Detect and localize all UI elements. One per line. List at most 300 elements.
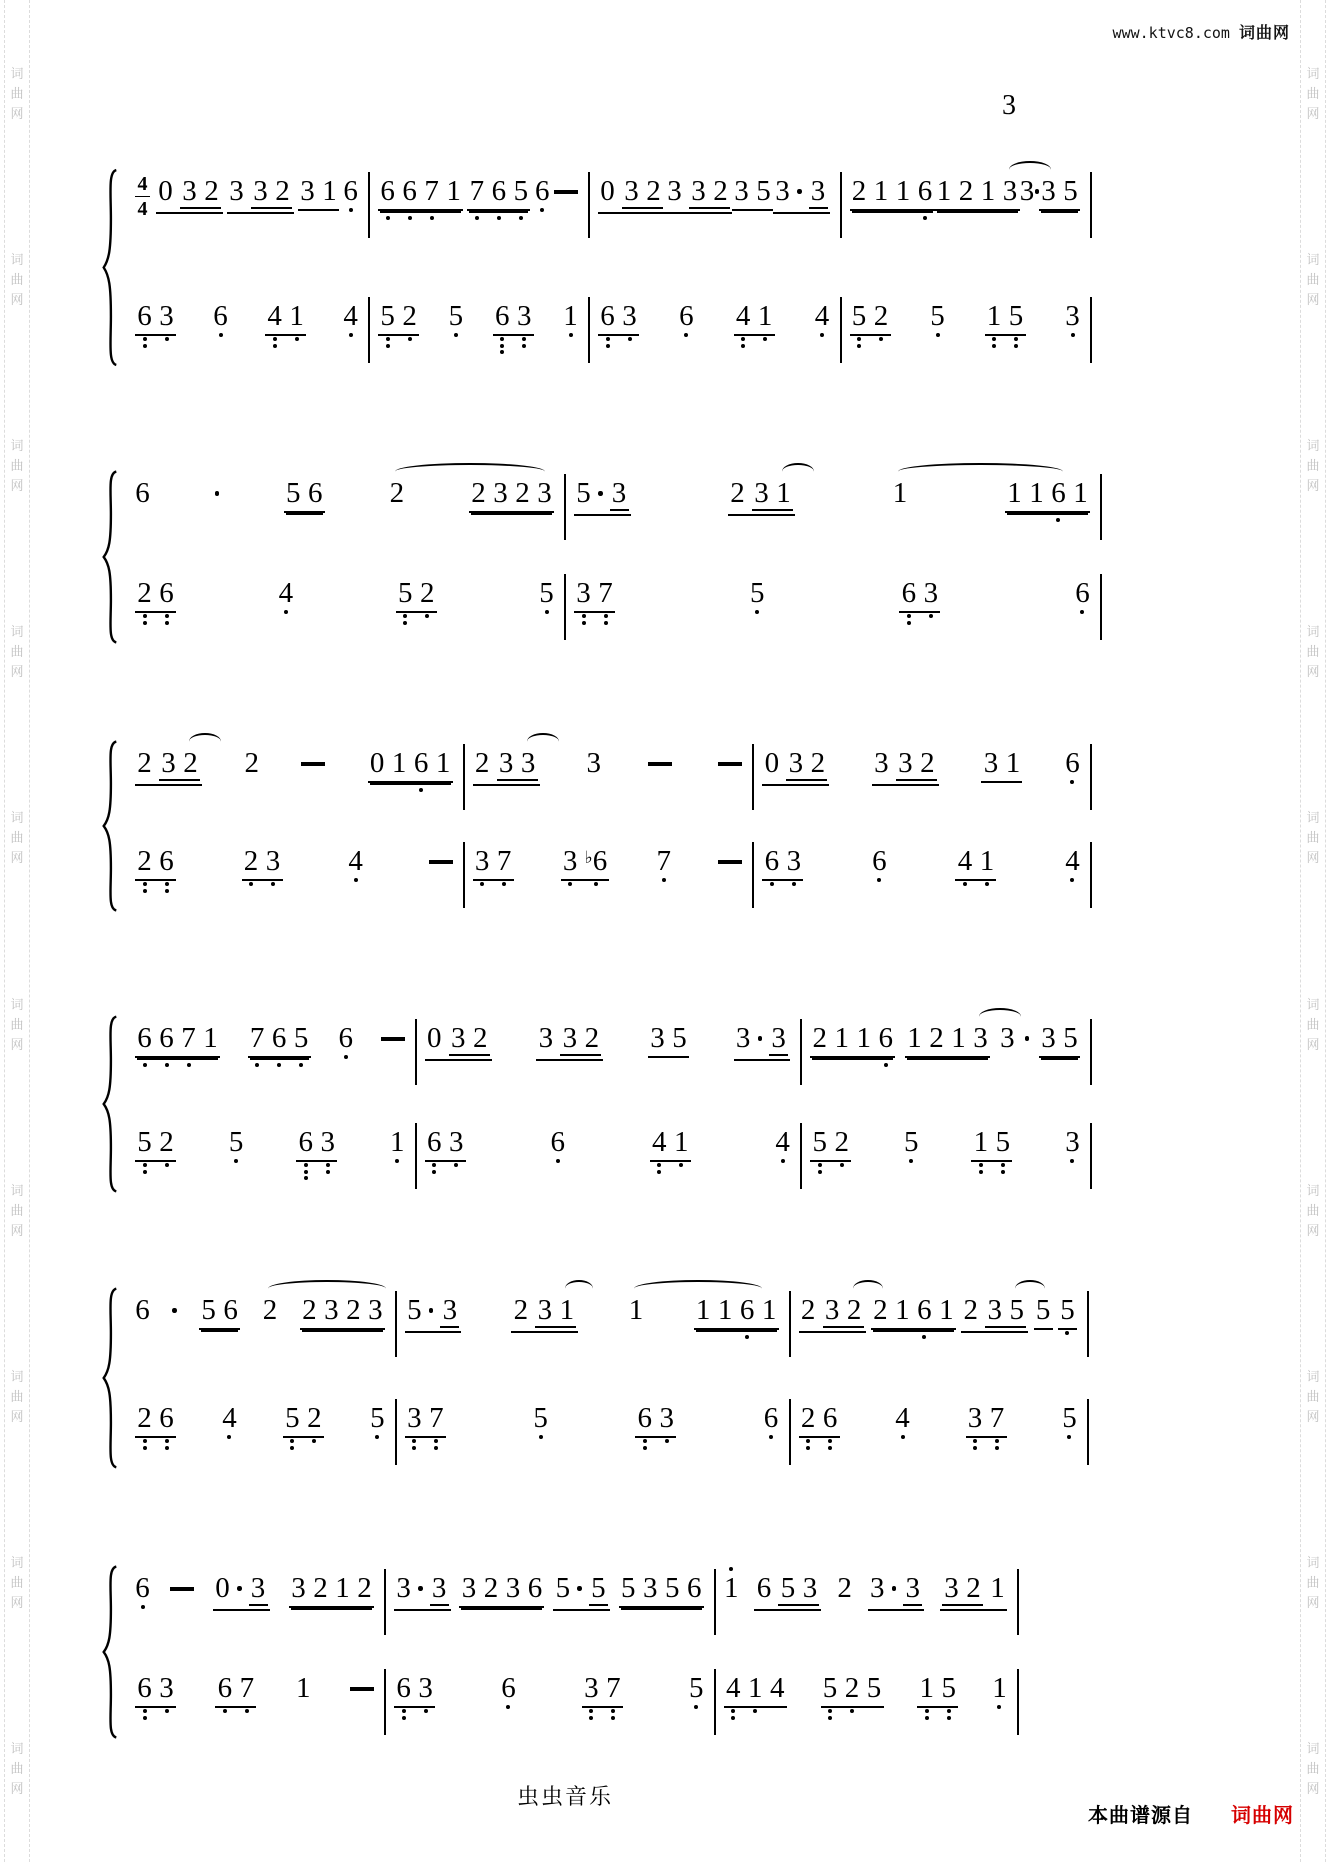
beam-group — [249, 1573, 268, 1606]
octave-dot — [219, 333, 223, 337]
octave-dots-below — [1080, 610, 1084, 614]
system-2 — [128, 478, 1103, 640]
watermark-characters: 词 曲 网 — [1306, 65, 1320, 121]
octave-dots-below — [349, 333, 353, 337]
octave-dot — [480, 882, 484, 886]
note: 5 — [591, 1572, 606, 1604]
note: 6 — [535, 176, 550, 206]
octave-dot — [497, 216, 501, 220]
note: 2 — [837, 1572, 852, 1604]
octave-dot — [1065, 1331, 1069, 1335]
beam-group — [981, 748, 1022, 783]
octave-dot — [628, 337, 632, 341]
beam-group — [823, 1295, 864, 1328]
note: 6 — [901, 578, 916, 608]
note: 1 — [892, 478, 907, 508]
octave-dots-below — [545, 610, 549, 614]
barline — [1090, 172, 1092, 238]
barline — [1087, 1291, 1089, 1357]
octave-dot — [143, 1163, 147, 1167]
note: 3 — [786, 846, 801, 876]
octave-dots-below — [806, 1439, 810, 1450]
note: 3 — [923, 578, 938, 608]
note: 6 — [308, 477, 323, 509]
octave-dot — [430, 216, 434, 220]
bass-measure — [418, 1127, 800, 1189]
octave-dot — [1014, 344, 1018, 348]
octave-dot — [907, 614, 911, 618]
octave-dots-below — [963, 882, 967, 886]
beam-group — [497, 748, 538, 781]
beam-group — [942, 1573, 983, 1606]
note: 6 — [272, 1023, 287, 1053]
octave-dot — [354, 878, 358, 882]
octave-dots-below — [850, 1709, 854, 1713]
octave-dot — [763, 337, 767, 341]
octave-dot — [770, 882, 774, 886]
melody-measure — [567, 478, 1100, 578]
octave-dot — [909, 1159, 913, 1163]
note: 6 — [159, 1023, 174, 1053]
note: 5 — [995, 1127, 1010, 1157]
barline — [1100, 574, 1102, 640]
octave-dot — [818, 1163, 822, 1167]
octave-dots-below — [1014, 337, 1018, 348]
beam-group — [694, 1295, 779, 1330]
octave-dot — [741, 344, 745, 348]
barline — [1017, 1569, 1019, 1635]
melody-measure — [128, 173, 368, 301]
octave-dots-below — [828, 1709, 832, 1720]
octave-dots-below — [475, 216, 479, 220]
note: 3 — [691, 175, 706, 207]
octave-dots-below — [820, 333, 824, 337]
bass-measure — [128, 578, 564, 640]
octave-dots-below — [1001, 1163, 1005, 1174]
note: 5 — [448, 301, 463, 331]
melody-measure — [128, 1023, 415, 1127]
octave-dot — [1014, 337, 1018, 341]
melody-measure — [843, 176, 1091, 301]
flat-icon: ♭ — [584, 848, 593, 867]
barline — [564, 474, 566, 540]
note: 6 — [495, 301, 510, 331]
melody-measure — [128, 748, 463, 846]
octave-dot — [454, 333, 458, 337]
barline — [564, 574, 566, 640]
octave-dots-below — [143, 1163, 147, 1174]
beam-group — [966, 1403, 1007, 1438]
note: 5 — [1060, 1295, 1075, 1325]
octave-dot — [995, 1439, 999, 1443]
note: 5 — [576, 477, 591, 509]
beam-group — [589, 1573, 608, 1606]
octave-dots-below — [594, 882, 598, 886]
note: 7 — [239, 1673, 254, 1703]
note: 1 — [322, 175, 337, 207]
octave-dots-below — [497, 216, 501, 220]
octave-dots-below — [539, 1435, 543, 1439]
system-grid — [128, 1295, 1090, 1465]
beam-group — [1039, 1023, 1080, 1058]
octave-dot — [402, 1709, 406, 1713]
note: 6 — [343, 176, 358, 206]
beam-group — [394, 1573, 451, 1611]
note: 6 — [137, 301, 152, 331]
beam-group — [135, 301, 176, 336]
beam-group — [459, 1573, 544, 1608]
octave-dot — [947, 1716, 951, 1720]
beam-group — [135, 846, 176, 881]
barline — [463, 842, 465, 908]
watermark-characters: 词 曲 网 — [1306, 810, 1320, 866]
octave-dot — [143, 889, 147, 893]
note: 5 — [780, 1572, 796, 1604]
octave-dot — [806, 1446, 810, 1450]
octave-dots-below — [569, 333, 573, 337]
octave-dot — [643, 1446, 647, 1450]
octave-dot — [606, 337, 610, 341]
octave-dot — [925, 1716, 929, 1720]
note: 5 — [407, 1294, 422, 1326]
octave-dots-below — [227, 1435, 231, 1439]
beam-group — [300, 1295, 385, 1330]
beam-group — [810, 1127, 851, 1162]
note: 1 — [992, 1673, 1007, 1703]
octave-dots-below — [187, 1063, 191, 1067]
beam-group — [773, 176, 830, 214]
octave-dot — [165, 614, 169, 618]
note: 6 — [686, 1572, 702, 1604]
octave-dots-below — [299, 1063, 303, 1067]
octave-dot — [929, 614, 933, 618]
note: 3 — [586, 747, 601, 779]
octave-dots-below — [519, 216, 523, 220]
note: 6 — [414, 748, 429, 778]
melody-measure — [398, 1295, 789, 1403]
octave-dots-below — [922, 1335, 926, 1339]
note: 6 — [550, 1127, 565, 1157]
octave-dot — [165, 889, 169, 893]
octave-dot — [850, 1709, 854, 1713]
note: 3 — [182, 175, 197, 207]
beam-group — [899, 578, 940, 613]
note: 5 — [398, 578, 413, 608]
watermark-characters: 词 曲 网 — [1306, 996, 1320, 1052]
octave-dot — [1056, 518, 1060, 522]
note: 3 — [300, 175, 315, 207]
barline-cell — [1090, 301, 1093, 363]
beam-group — [619, 1573, 704, 1608]
octave-dot — [143, 1716, 147, 1720]
watermark-characters: 词 曲 网 — [10, 624, 24, 680]
beam-group — [778, 1573, 819, 1606]
barline — [588, 172, 590, 238]
beam-group — [296, 1127, 337, 1162]
octave-dot — [828, 1446, 832, 1450]
octave-dot — [568, 882, 572, 886]
octave-dots-below — [979, 1163, 983, 1174]
note: 4 — [736, 301, 751, 331]
note: 3 — [1065, 1127, 1080, 1157]
octave-dot — [922, 1335, 926, 1339]
octave-dot — [500, 337, 504, 341]
octave-dot — [284, 610, 288, 614]
note: 1 — [559, 1295, 574, 1325]
melody-measure — [128, 1573, 384, 1673]
octave-dots-below — [901, 1435, 905, 1439]
note: 3 — [824, 1294, 840, 1326]
note: 2 — [262, 1295, 277, 1325]
note: 1 — [939, 1294, 954, 1326]
beam-group — [769, 1023, 788, 1056]
octave-dot — [684, 333, 688, 337]
octave-dot — [290, 1446, 294, 1450]
beam-group — [917, 1673, 958, 1708]
note: 5 — [1062, 1403, 1077, 1433]
octave-dots-below — [223, 1709, 227, 1713]
note: 7 — [424, 176, 439, 206]
footer-source-site-link[interactable]: 词曲网 — [1231, 1805, 1294, 1827]
beam-group — [799, 1295, 866, 1333]
beam-group — [213, 1573, 270, 1611]
barline-cell — [1090, 846, 1093, 908]
footer-watermark-text: 虫虫音乐 — [516, 1784, 613, 1809]
note: 3 — [1003, 176, 1018, 206]
barline-cell — [1087, 1295, 1090, 1403]
note: 1 — [907, 1022, 922, 1054]
beam-group — [289, 1573, 374, 1608]
barline — [714, 1569, 716, 1635]
octave-dots-below — [763, 337, 767, 341]
note: 2 — [646, 175, 661, 207]
note: 7 — [250, 1023, 265, 1053]
note: 7 — [606, 1673, 621, 1703]
watermark-characters: 词 曲 网 — [10, 996, 24, 1052]
note: 1 — [1073, 477, 1088, 509]
octave-dots-below — [606, 337, 610, 348]
watermark-characters: 词 曲 网 — [10, 1555, 24, 1611]
octave-dot — [304, 1163, 308, 1167]
octave-dot — [662, 878, 666, 882]
beam-group — [598, 176, 665, 214]
octave-dots-below — [312, 1439, 316, 1443]
octave-dot — [271, 882, 275, 886]
note: 2 — [473, 1022, 488, 1054]
bass-measure — [128, 1673, 384, 1735]
octave-dot — [165, 882, 169, 886]
note: 4 — [726, 1673, 741, 1703]
tie-arc — [189, 733, 221, 750]
time-signature-divider — [135, 196, 150, 198]
note: 6 — [396, 1673, 411, 1703]
note: 3 — [1000, 1022, 1015, 1054]
footer-source-line — [1088, 1799, 1294, 1828]
note: 1 — [951, 1022, 966, 1054]
note: 0 — [600, 175, 615, 207]
system-brace — [101, 166, 119, 374]
melody-measure — [418, 1023, 800, 1127]
beam-group — [283, 1403, 324, 1438]
note: 1 — [990, 1572, 1005, 1604]
note: 2 — [313, 1572, 328, 1604]
augmentation-dot — [429, 1308, 434, 1313]
octave-dots-below — [143, 1063, 147, 1067]
octave-dots-below — [792, 882, 796, 886]
system-4 — [128, 1023, 1093, 1189]
octave-dot — [694, 1705, 698, 1709]
bass-measure — [466, 846, 753, 908]
octave-dot — [255, 1063, 259, 1067]
octave-dots-below — [255, 1063, 259, 1067]
note: 1 — [919, 1673, 934, 1703]
beam-group — [135, 1023, 220, 1058]
note: 3 — [521, 748, 536, 778]
octave-dot — [828, 1716, 832, 1720]
melody-measure — [128, 478, 564, 578]
octave-dot — [165, 1446, 169, 1450]
octave-dot — [925, 1709, 929, 1713]
octave-dots-below — [326, 1163, 330, 1174]
note: 3 — [870, 1572, 885, 1604]
note: 3 — [159, 1673, 174, 1703]
beam-group — [440, 1295, 459, 1328]
beam-group — [394, 1673, 435, 1708]
note: 3 — [973, 1023, 988, 1053]
watermark-characters: 词 曲 网 — [10, 437, 24, 493]
beam-group — [850, 176, 935, 211]
note: 2 — [402, 301, 417, 331]
note: 6 — [213, 301, 228, 331]
beam-group — [430, 1573, 449, 1606]
note: 7 — [598, 578, 613, 608]
note: 2 — [874, 301, 889, 331]
octave-dot — [304, 1170, 308, 1174]
octave-dots-below — [408, 216, 412, 220]
note: 3 — [1041, 1022, 1056, 1054]
system-brace — [101, 468, 119, 651]
octave-dot — [755, 610, 759, 614]
octave-dots-below — [386, 216, 390, 220]
beam-group — [535, 1295, 576, 1328]
barline-cell — [1017, 1573, 1020, 1673]
octave-dot — [857, 344, 861, 348]
note: 4 — [652, 1127, 667, 1157]
beam-group — [728, 478, 795, 516]
octave-dot — [326, 1170, 330, 1174]
note: 7 — [181, 1023, 196, 1053]
octave-dot — [234, 1159, 238, 1163]
bass-measure — [128, 1127, 415, 1189]
note: 1 — [895, 175, 911, 207]
beam-group — [135, 1403, 176, 1438]
note: 6 — [740, 1295, 755, 1325]
octave-dots-below — [884, 1063, 888, 1067]
beam-group — [732, 176, 773, 211]
watermark-column-right — [1300, 0, 1326, 1862]
note: 1 — [289, 301, 304, 331]
note: 5 — [294, 1023, 309, 1053]
octave-dot — [753, 1709, 757, 1713]
octave-dots-below — [412, 1439, 416, 1450]
note: 6 — [917, 1295, 932, 1325]
beam-group — [689, 176, 730, 209]
octave-dot — [141, 1605, 145, 1609]
octave-dot — [143, 614, 147, 618]
octave-dots-below — [568, 882, 572, 886]
melody-measure — [755, 748, 1090, 846]
octave-dot — [611, 1716, 615, 1720]
note: 2 — [810, 747, 826, 779]
octave-dot — [326, 1163, 330, 1167]
octave-dots-below — [684, 333, 688, 337]
beam-group — [762, 846, 803, 881]
note: 6 — [159, 578, 174, 608]
octave-dot — [454, 1163, 458, 1167]
octave-dots-below — [662, 878, 666, 882]
note: 4 — [222, 1403, 237, 1433]
octave-dot — [165, 621, 169, 625]
bass-measure — [792, 1403, 1087, 1465]
augmentation-dot — [237, 1586, 242, 1591]
note: 3 — [642, 1572, 658, 1604]
beam-group — [872, 748, 939, 786]
octave-dot — [731, 1716, 735, 1720]
note: 6 — [501, 1673, 516, 1703]
augmentation-dot — [598, 491, 603, 496]
octave-dots-below — [665, 1439, 669, 1443]
note: 5 — [370, 1403, 385, 1433]
octave-dots-below — [304, 1163, 308, 1180]
octave-dots-below — [434, 1439, 438, 1450]
octave-dot — [540, 208, 544, 212]
octave-dots-below — [454, 333, 458, 337]
note: 4 — [775, 1127, 790, 1157]
octave-dots-below — [840, 1163, 844, 1167]
bass-measure — [843, 301, 1091, 363]
note: 3 — [771, 1022, 786, 1054]
note: 3 — [537, 477, 552, 509]
octave-dots-below — [424, 1709, 428, 1713]
beam-group — [159, 748, 200, 781]
footer-source-prefix: 本曲谱源自 — [1088, 1805, 1193, 1827]
octave-dot — [792, 882, 796, 886]
octave-dot — [818, 1170, 822, 1174]
bass-measure — [387, 1673, 714, 1735]
beam-group — [467, 176, 530, 211]
barline — [752, 744, 754, 810]
note: 3 — [418, 1673, 433, 1703]
barline — [463, 744, 465, 810]
octave-dots-below — [770, 882, 774, 886]
note: 3 — [498, 747, 514, 779]
octave-dot — [589, 1709, 593, 1713]
bass-measure — [591, 301, 840, 363]
beam-group — [1034, 1295, 1053, 1330]
note: 5 — [941, 1673, 956, 1703]
octave-dots-below — [273, 337, 277, 348]
system-1 — [128, 173, 1093, 363]
octave-dots-below — [375, 1435, 379, 1439]
barline — [1100, 474, 1102, 540]
octave-dots-below — [395, 1159, 399, 1163]
watermark-characters: 词 曲 网 — [10, 1741, 24, 1797]
octave-dots-below — [402, 1709, 406, 1720]
watermark-characters: 词 曲 网 — [1306, 1741, 1320, 1797]
note: 3 — [563, 846, 578, 876]
note: 2 — [346, 1294, 361, 1326]
octave-dot — [879, 337, 883, 341]
